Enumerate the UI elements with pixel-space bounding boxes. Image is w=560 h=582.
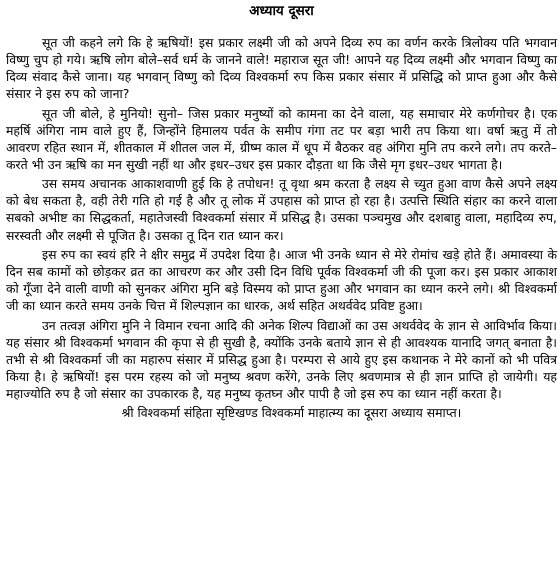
paragraph-1: सूत जी कहने लगे कि हे ऋषियों! इस प्रकार लक्ष्मी जी को अपने दिव्य रुप का वर्णन करके त्रिलोक्य पति भगवान विष्णु चुप हो गये। ऋषि लोग बोले–सर्व धर्म के जानने वाले! महाराज सूत जी! आपने यह दिव्य लक्ष्मी और भगवान विष्णु का दिव्य संवाद कैसे जाना। यह भगवान् विष्णु को दिव्य विश्वकर्मा रुप किस प्रकार संसार में प्रसिद्धि को प्राप्त हुआ और कैसे संसार ने इस रुप को जाना?: [6, 35, 557, 102]
paragraph-4: इस रुप का स्वयं हरि ने क्षीर समुद्र में उपदेश दिया है। आज भी उनके ध्यान से मेरे रोमांच खड़े होते हैं। अमावस्या के दिन सब कामों को छोड़कर व्रत का आचरण कर और उसी दिन विधि पूर्वक विश्वकर्मा जी की पूजा कर। इस प्रकार आकाश को गूँजा देने वाली वाणी को सुनकर अंगिरा मुनि बड़े विस्मय को प्राप्त हुआ और भगवान का ध्यान करने लगे। श्री विश्वकर्मा जी का ध्यान करते समय उनके चित्त में शिल्पज्ञान का धारक, अर्थ सहित अथर्ववेद प्रविष्ट हुआ।: [6, 247, 557, 314]
paragraph-3: उस समय अचानक आकाशवाणी हुई कि हे तपोधन! तू वृथा श्रम करता है लक्ष्य से च्युत हुआ वाण कैसे अपने लक्ष्य को बेध सकता है, वही तेरी गति हो गई है और तू लोक में उपहास को प्राप्त हो रहा है। उत्पत्ति स्थिति संहार का करने वाला सबको अभीष्ट का सिद्धकर्ता, महातेजस्वी विश्वकर्मा संसार में प्रसिद्ध है। उसका पञ्चमुख और दशबाहु वाला, महादिव्य रुप, सरस्वती और लक्ष्मी से पूजित है। उसका तू दिन रात ध्यान कर।: [6, 176, 557, 243]
paragraph-5: उन तत्वज्ञ अंगिरा मुनि ने विमान रचना आदि की अनेक शिल्प विद्याओं का उस अथर्ववेद के ज्ञान से आविर्भाव किया। यह संसार श्री विश्वकर्मा भगवान की कृपा से ही सुखी है, क्योंकि उनके बताये ज्ञान से ही आवश्यक यानादि जगत् बनाता है। तभी से श्री विश्वकर्मा जी का महारुप संसार में प्रसिद्ध हुआ है। परम्परा से आये हुए इस कथानक ने मेरे कानों को भी पवित्र किया है। हे ऋषियों! इस परम रहस्य को जो मनुष्य श्रवण करेंगे, उनके लिए श्रवणमात्र से ही ज्ञान प्राप्ति हो जायेगी। यह महाज्योति रुप है जो संसार का उपकारक है, यह मनुष्य कृतघ्न और पापी है जो इस रुप का ध्यान नहीं करता है।: [6, 317, 557, 401]
paragraph-2: सूत जी बोले, हे मुनियो! सुनो– जिस प्रकार मनुष्यों को कामना का देने वाला, यह समाचार मेरे कर्णगोचर है। एक महर्षि अंगिरा नाम वाले हुए हैं, जिन्होंने हिमालय पर्वत के समीप गंगा तट पर बड़ा भारी तप किया था। वर्षा ऋतु में तो आवरण रहित स्थान में, शीतकाल में शीतल जल में, ग्रीष्म काल में धूप में बैठकर वह अंगिरा मुनि तप करने लगे। तप करते–करते भी उन ऋषि का मन सुखी नहीं था और इधर–उधर इस प्रकार दौड़ता था कि जैसे मृग इधर–उधर भागता है।: [6, 105, 557, 172]
chapter-title: अध्याय दूसरा: [249, 3, 314, 19]
chapter-closing-line: श्री विश्वकर्मा संहिता सृष्टिखण्ड विश्वकर्मा माहात्म्य का दूसरा अध्याय समाप्त।: [121, 405, 462, 421]
